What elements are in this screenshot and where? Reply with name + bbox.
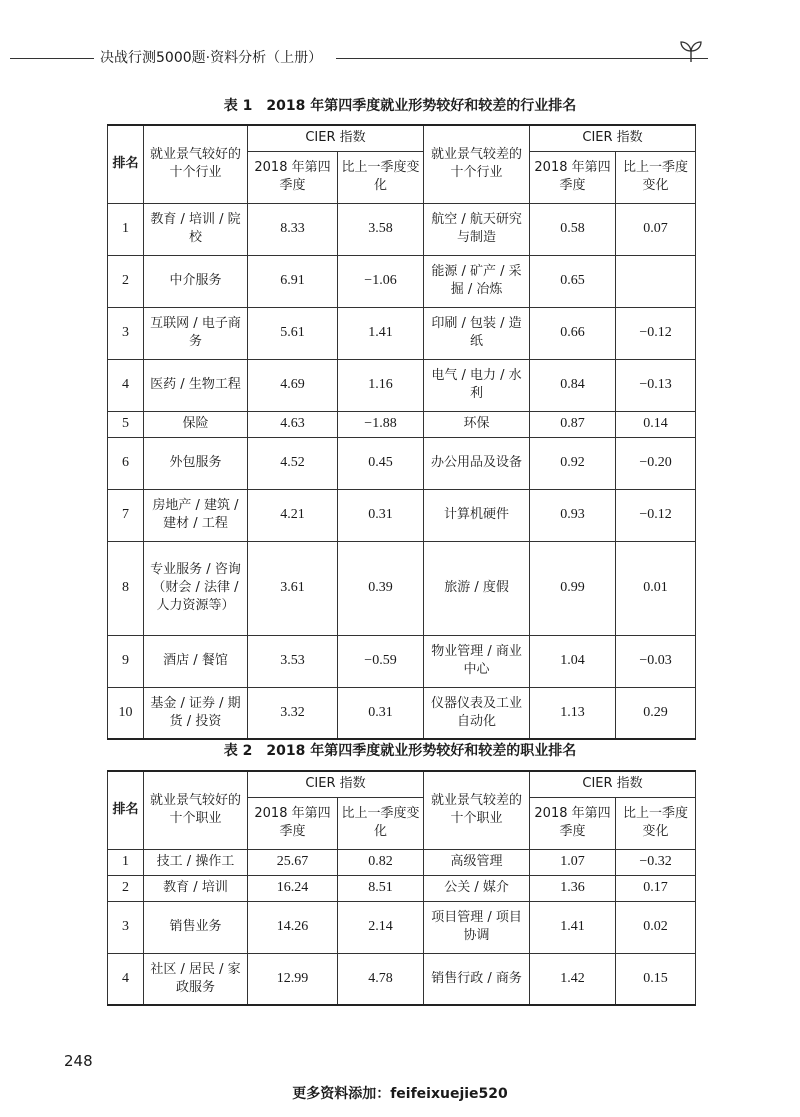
good-q4-cell: 25.67 xyxy=(248,849,338,875)
table1-header-q4-good: 2018 年第四季度 xyxy=(248,151,338,203)
bad-job-cell: 销售行政 / 商务 xyxy=(424,953,530,1005)
bad-change-cell: −0.32 xyxy=(616,849,696,875)
bad-q4-cell: 1.36 xyxy=(530,875,616,901)
rank-cell: 3 xyxy=(108,307,144,359)
bad-q4-cell: 0.87 xyxy=(530,411,616,437)
good-q4-cell: 5.61 xyxy=(248,307,338,359)
bad-q4-cell: 1.13 xyxy=(530,687,616,739)
good-q4-cell: 12.99 xyxy=(248,953,338,1005)
bad-industry-cell: 电气 / 电力 / 水利 xyxy=(424,359,530,411)
bad-industry-cell: 航空 / 航天研究与制造 xyxy=(424,203,530,255)
table-row xyxy=(108,307,696,359)
bad-change-cell: 0.14 xyxy=(616,411,696,437)
bad-q4-cell: 0.92 xyxy=(530,437,616,489)
table2-header-q4-good: 2018 年第四季度 xyxy=(248,797,338,849)
good-job-cell: 销售业务 xyxy=(144,901,248,953)
bad-q4-cell: 1.41 xyxy=(530,901,616,953)
table2-header-q4-bad: 2018 年第四季度 xyxy=(530,797,616,849)
good-industry-cell: 专业服务 / 咨询（财会 / 法律 / 人力资源等） xyxy=(144,541,248,635)
bad-q4-cell: 1.04 xyxy=(530,635,616,687)
table1-header-cier-bad: CIER 指数 xyxy=(530,125,696,151)
table-row xyxy=(108,901,696,953)
good-industry-cell: 酒店 / 餐馆 xyxy=(144,635,248,687)
good-change-cell: 3.58 xyxy=(338,203,424,255)
good-job-cell: 社区 / 居民 / 家政服务 xyxy=(144,953,248,1005)
good-job-cell: 技工 / 操作工 xyxy=(144,849,248,875)
rank-cell: 1 xyxy=(108,203,144,255)
bad-q4-cell: 0.93 xyxy=(530,489,616,541)
rank-cell: 3 xyxy=(108,901,144,953)
good-change-cell: 0.31 xyxy=(338,489,424,541)
good-q4-cell: 4.63 xyxy=(248,411,338,437)
good-q4-cell: 14.26 xyxy=(248,901,338,953)
good-q4-cell: 3.53 xyxy=(248,635,338,687)
table-row xyxy=(108,255,696,307)
bad-industry-cell: 仪器仪表及工业自动化 xyxy=(424,687,530,739)
table2-header-bad: 就业景气较差的十个职业 xyxy=(424,771,530,849)
rank-cell: 10 xyxy=(108,687,144,739)
bad-change-cell: 0.17 xyxy=(616,875,696,901)
table1-header-cier-good: CIER 指数 xyxy=(248,125,424,151)
good-job-cell: 教育 / 培训 xyxy=(144,875,248,901)
table1-header-change-good: 比上一季度变化 xyxy=(338,151,424,203)
bad-industry-cell: 物业管理 / 商业中心 xyxy=(424,635,530,687)
good-change-cell: 1.41 xyxy=(338,307,424,359)
table-row xyxy=(108,635,696,687)
good-q4-cell: 8.33 xyxy=(248,203,338,255)
bad-change-cell: −0.12 xyxy=(616,307,696,359)
bad-industry-cell: 环保 xyxy=(424,411,530,437)
table-row xyxy=(108,489,696,541)
table-row xyxy=(108,203,696,255)
table-row xyxy=(108,437,696,489)
good-change-cell: 0.45 xyxy=(338,437,424,489)
good-change-cell: −1.88 xyxy=(338,411,424,437)
good-q4-cell: 6.91 xyxy=(248,255,338,307)
bad-q4-cell: 0.65 xyxy=(530,255,616,307)
bad-industry-cell: 办公用品及设备 xyxy=(424,437,530,489)
bad-job-cell: 项目管理 / 项目协调 xyxy=(424,901,530,953)
rank-cell: 4 xyxy=(108,359,144,411)
good-q4-cell: 4.69 xyxy=(248,359,338,411)
table-row xyxy=(108,849,696,875)
sprout-icon xyxy=(674,40,708,64)
bad-change-cell: 0.07 xyxy=(616,203,696,255)
bad-q4-cell: 0.66 xyxy=(530,307,616,359)
bad-change-cell: −0.20 xyxy=(616,437,696,489)
header-rule-right xyxy=(336,58,708,59)
bad-change-cell: 0.02 xyxy=(616,901,696,953)
rank-cell: 6 xyxy=(108,437,144,489)
bad-q4-cell: 0.84 xyxy=(530,359,616,411)
rank-cell: 9 xyxy=(108,635,144,687)
good-change-cell: 0.31 xyxy=(338,687,424,739)
table-row xyxy=(108,359,696,411)
table-row xyxy=(108,687,696,739)
bad-q4-cell: 0.99 xyxy=(530,541,616,635)
rank-cell: 2 xyxy=(108,875,144,901)
good-change-cell: −1.06 xyxy=(338,255,424,307)
bad-q4-cell: 1.42 xyxy=(530,953,616,1005)
page-number: 248 xyxy=(64,1052,93,1070)
table1-header-rank: 排名 xyxy=(108,125,144,203)
bad-change-cell: −0.03 xyxy=(616,635,696,687)
bad-industry-cell: 能源 / 矿产 / 采掘 / 冶炼 xyxy=(424,255,530,307)
table2-header-change-good: 比上一季度变化 xyxy=(338,797,424,849)
good-industry-cell: 外包服务 xyxy=(144,437,248,489)
rank-cell: 8 xyxy=(108,541,144,635)
bad-industry-cell: 计算机硬件 xyxy=(424,489,530,541)
bad-q4-cell: 0.58 xyxy=(530,203,616,255)
bad-industry-cell: 旅游 / 度假 xyxy=(424,541,530,635)
bad-change-cell: −0.13 xyxy=(616,359,696,411)
bad-change-cell: 0.29 xyxy=(616,687,696,739)
running-header xyxy=(0,38,800,74)
table1-header-q4-bad: 2018 年第四季度 xyxy=(530,151,616,203)
good-industry-cell: 教育 / 培训 / 院校 xyxy=(144,203,248,255)
good-industry-cell: 房地产 / 建筑 / 建材 / 工程 xyxy=(144,489,248,541)
table2-header-good: 就业景气较好的十个职业 xyxy=(144,771,248,849)
bad-change-cell: −0.12 xyxy=(616,489,696,541)
good-change-cell: 4.78 xyxy=(338,953,424,1005)
good-change-cell: −0.59 xyxy=(338,635,424,687)
good-change-cell: 0.39 xyxy=(338,541,424,635)
good-change-cell: 8.51 xyxy=(338,875,424,901)
header-rule-left xyxy=(10,58,94,59)
good-industry-cell: 互联网 / 电子商务 xyxy=(144,307,248,359)
table2-header-change-bad: 比上一季度变化 xyxy=(616,797,696,849)
table-row xyxy=(108,411,696,437)
book-title: 决战行测5000题·资料分析（上册） xyxy=(100,50,323,66)
bad-industry-cell: 印刷 / 包装 / 造纸 xyxy=(424,307,530,359)
bad-q4-cell: 1.07 xyxy=(530,849,616,875)
table1-header-good: 就业景气较好的十个行业 xyxy=(144,125,248,203)
bad-change-cell: 0.01 xyxy=(616,541,696,635)
table2-caption: 表 2 2018 年第四季度就业形势较好和较差的职业排名 xyxy=(223,743,577,759)
table1-header-change-bad: 比上一季度变化 xyxy=(616,151,696,203)
rank-cell: 4 xyxy=(108,953,144,1005)
good-q4-cell: 3.32 xyxy=(248,687,338,739)
bad-job-cell: 公关 / 媒介 xyxy=(424,875,530,901)
good-q4-cell: 4.21 xyxy=(248,489,338,541)
rank-cell: 2 xyxy=(108,255,144,307)
good-q4-cell: 16.24 xyxy=(248,875,338,901)
table2-header-cier-bad: CIER 指数 xyxy=(530,771,696,797)
rank-cell: 7 xyxy=(108,489,144,541)
good-change-cell: 0.82 xyxy=(338,849,424,875)
good-change-cell: 2.14 xyxy=(338,901,424,953)
good-q4-cell: 4.52 xyxy=(248,437,338,489)
footer-note: 更多资料添加：feifeixuejie520 xyxy=(292,1086,508,1102)
table1-header-bad: 就业景气较差的十个行业 xyxy=(424,125,530,203)
bad-change-cell: 0.15 xyxy=(616,953,696,1005)
good-q4-cell: 3.61 xyxy=(248,541,338,635)
table1-caption: 表 1 2018 年第四季度就业形势较好和较差的行业排名 xyxy=(223,98,577,114)
table2-header-rank: 排名 xyxy=(108,771,144,849)
good-industry-cell: 基金 / 证券 / 期货 / 投资 xyxy=(144,687,248,739)
good-industry-cell: 保险 xyxy=(144,411,248,437)
table1 xyxy=(107,124,696,740)
good-industry-cell: 医药 / 生物工程 xyxy=(144,359,248,411)
table-row xyxy=(108,875,696,901)
good-industry-cell: 中介服务 xyxy=(144,255,248,307)
table2 xyxy=(107,770,696,1006)
table2-header-cier-good: CIER 指数 xyxy=(248,771,424,797)
table-row xyxy=(108,541,696,635)
rank-cell: 5 xyxy=(108,411,144,437)
table-row xyxy=(108,953,696,1005)
good-change-cell: 1.16 xyxy=(338,359,424,411)
bad-job-cell: 高级管理 xyxy=(424,849,530,875)
bad-change-cell xyxy=(616,255,696,307)
rank-cell: 1 xyxy=(108,849,144,875)
